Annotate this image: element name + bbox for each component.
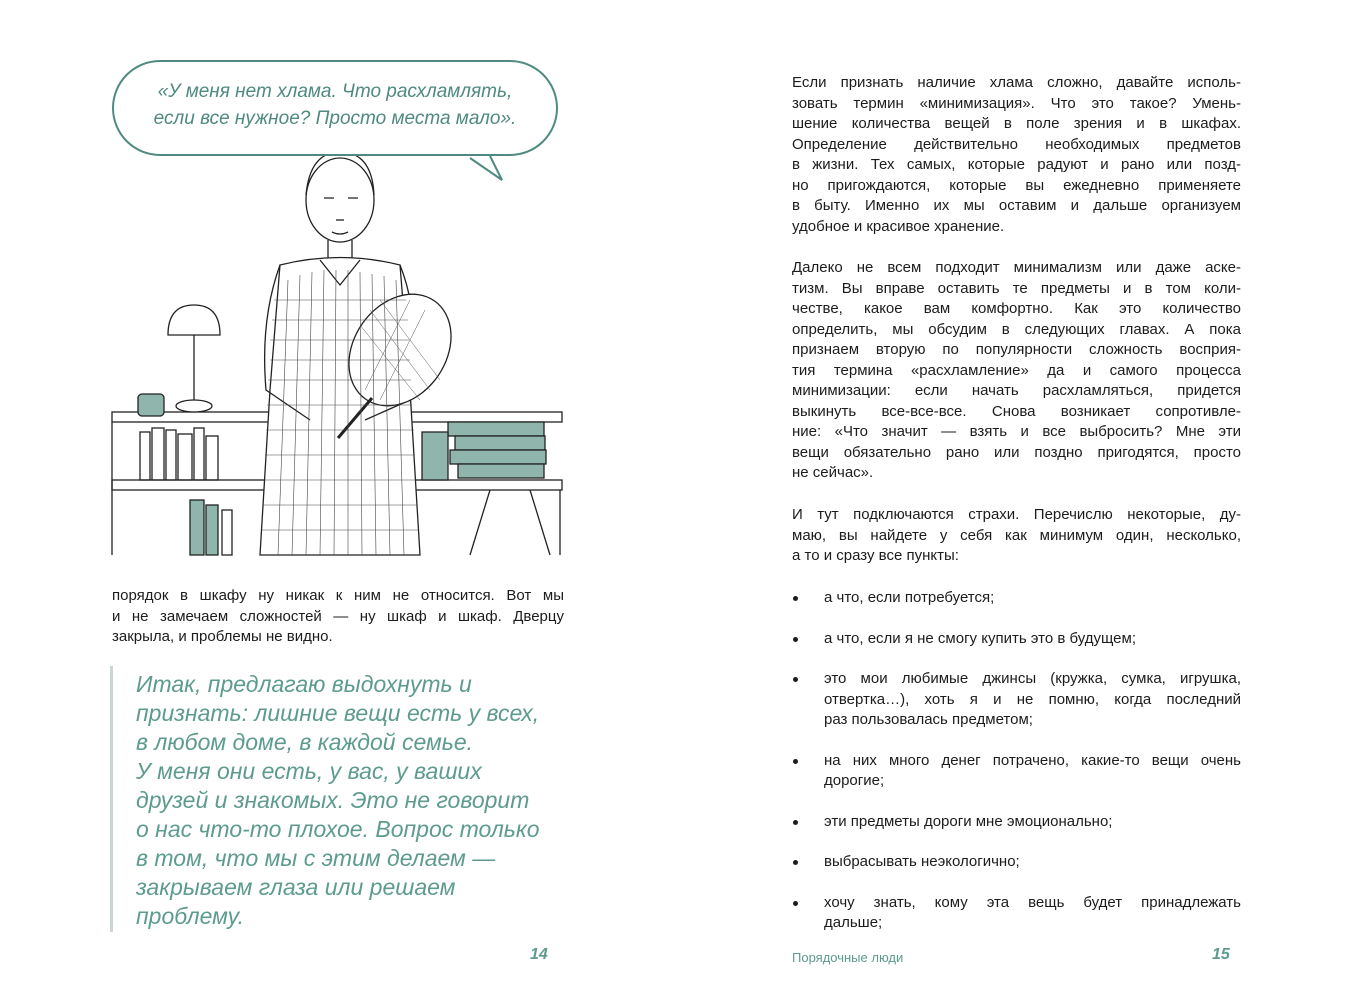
list-item-text: а что, если я не смогу купить это в будущем; [824,629,1136,647]
text-line: в быту. Именно их мы оставим и дальше организуем [792,197,1241,214]
quote-line: о нас что-то плохое. Вопрос только [136,816,540,842]
text-line: выкинуть все-все-все. Снова возникает сопротивле- [792,402,1241,420]
text-line: ние: «Что значит — взять и все выбросить? Мне эти [792,423,1241,440]
text-line: тия термина «расхламление» да и самого процесса [792,361,1241,379]
quote-line: закрываем глаза или решаем [136,874,456,900]
text-line: честве, какое вам комфортно. Как это количество [792,300,1241,317]
text-line: определить, мы обсудим в следующих главах. А пока [792,320,1241,338]
quote-bar [110,666,113,932]
quote-line: друзей и знакомых. Это не говорит [136,787,530,813]
quote-line: проблему. [136,903,245,929]
list-item-text: выбрасывать неэкологично; [824,853,1020,870]
text-line: в жизни. Тех самых, которые радуют и рано или позд- [792,156,1241,173]
pull-quote [136,670,576,931]
text-line: закрыла, и проблемы не видно. [112,628,333,645]
text-line: порядок в шкафу ну никак к ним не относится. Вот мы [112,587,564,604]
list-item [792,893,1241,934]
right-paragraph-2 [792,258,1241,484]
right-paragraph-1 [792,73,1241,237]
text-line: шение количества вещей в поле зрения и в шкафах. [792,115,1241,132]
list-item [792,588,1241,609]
bullet-icon [793,820,798,825]
list-item-text: а что, если потребуется; [824,589,995,606]
quote-line: в любом доме, в каждой семье. [136,729,474,755]
list-item [792,852,1241,873]
quote-line: в том, что мы с этим делаем — [136,845,496,871]
left-paragraph [112,586,564,648]
bullet-icon [793,901,798,906]
text-line: удобное и красивое хранение. [792,217,1005,235]
list-item [792,629,1241,650]
list-item-text: эти предметы дороги мне эмоционально; [824,812,1113,830]
running-footer-title: Порядочные люди [792,950,904,965]
fears-list [792,588,1241,954]
bullet-icon [793,596,798,601]
text-line: но пригождаются, которые вы ежедневно применяете [792,176,1241,194]
speech-bubble-text [130,78,540,132]
quote-line: признать: лишние вещи есть у всех, [136,700,540,726]
page-number-left: 14 [530,946,548,963]
list-item-text: на них много денег потрачено, какие-то вещи очень [824,751,1241,769]
text-line: Определение действительно необходимых предметов [792,135,1241,153]
bullet-icon [793,759,798,764]
list-item-text: отвертка…), хоть я и не помню, когда последний [824,690,1241,708]
list-item-text: дорогие; [824,772,885,789]
list-item-text: дальше; [824,914,883,931]
list-item-text: раз пользовалась предметом; [824,711,1033,728]
text-line: зовать термин «минимизация». Что это такое? Умень- [792,94,1241,112]
bubble-line: если все нужное? Просто места мало». [153,108,517,129]
text-line: И тут подключаются страхи. Перечислю некоторые, ду- [792,506,1241,523]
list-item [792,669,1241,731]
text-line: и не замечаем сложностей — ну шкаф и шкаф. Дверцу [112,607,564,625]
text-line: тизм. Вы вправе оставить те предметы и в том коли- [792,279,1241,297]
page-number-right: 15 [1212,946,1230,963]
text-line: маю, вы найдете у себя как минимум один, несколько, [792,526,1241,544]
bubble-line: «У меня нет хлама. Что расхламлять, [157,81,513,102]
bullet-icon [793,860,798,865]
list-item-text: это мои любимые джинсы (кружка, сумка, игрушка, [824,670,1241,687]
text-line: признаем вторую по популярности сложность восприя- [792,341,1241,358]
list-item-text: хочу знать, кому эта вещь будет принадлежать [824,893,1241,911]
text-line: а то и сразу все пункты: [792,547,959,564]
text-line: вещи обязательно рано или поздно пригодятся, просто [792,443,1241,461]
text-line: Далеко не всем подходит минимализм или даже аске- [792,259,1241,276]
quote-line: У меня они есть, у вас, у ваших [136,758,482,784]
bullet-icon [793,677,798,682]
list-item [792,751,1241,792]
bullet-icon [793,637,798,642]
text-line: минимизации: если начать расхламляться, придется [792,382,1241,399]
right-paragraph-3 [792,505,1241,567]
list-item [792,812,1241,833]
quote-line: Итак, предлагаю выдохнуть и [136,671,472,697]
text-line: не сейчас». [792,464,874,481]
text-line: Если признать наличие хлама сложно, давайте исполь- [792,74,1241,91]
